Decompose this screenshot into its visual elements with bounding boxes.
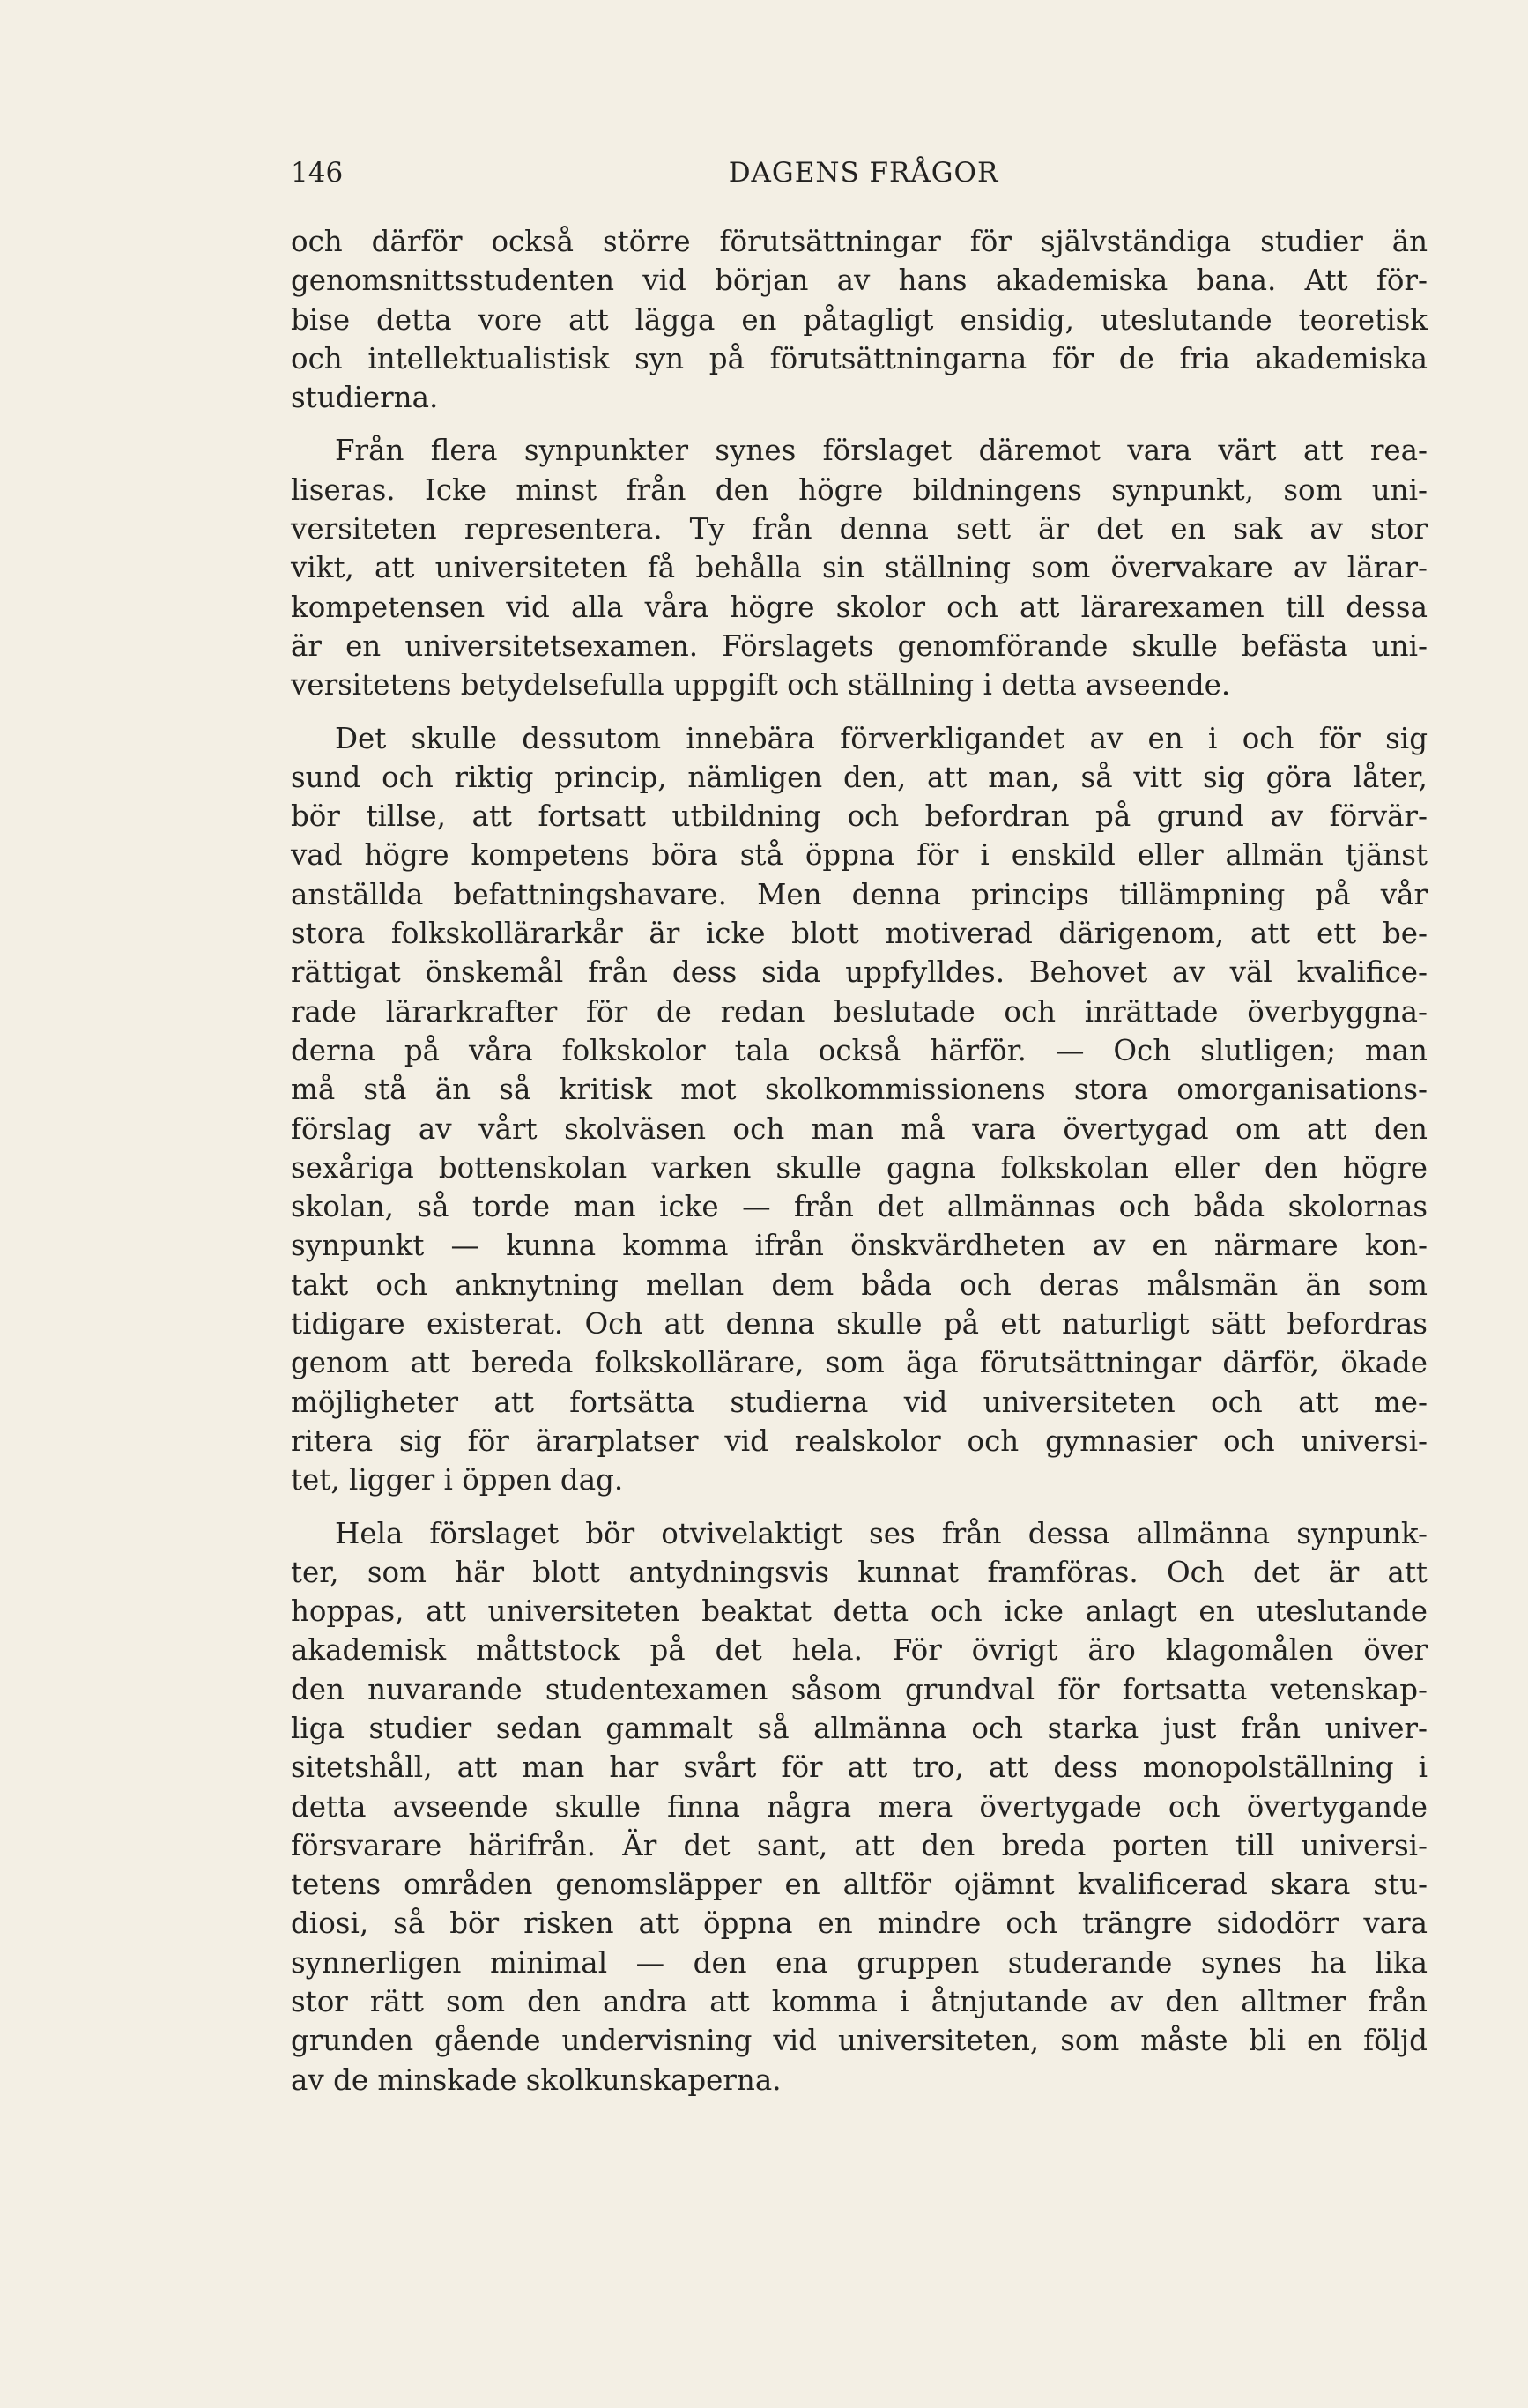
text-line: sitetshåll, att man har svårt för att tro, att dess monopolställning i bbox=[291, 1750, 1428, 1785]
paragraph bbox=[291, 222, 1428, 417]
text-line: rättigat önskemål från dess sida uppfylldes. Behovet av väl kvalifice- bbox=[291, 955, 1428, 990]
text-line: liga studier sedan gammalt så allmänna och starka just från univer- bbox=[291, 1711, 1428, 1745]
text-line: hoppas, att universiteten beaktat detta och icke anlagt en uteslutande bbox=[291, 1594, 1428, 1629]
text-line: Det skulle dessutom innebära förverkligandet av en i och för sig bbox=[335, 721, 1428, 755]
text-line: versiteten representera. Ty från denna sett är det en sak av stor bbox=[291, 512, 1428, 546]
text-line: detta avseende skulle finna några mera övertygade och övertygande bbox=[291, 1789, 1428, 1824]
text-line: ter, som här blott antydningsvis kunnat framföras. Och det är att bbox=[291, 1555, 1428, 1589]
text-line: genomsnittsstudenten vid början av hans akademiska bana. Att för- bbox=[291, 264, 1428, 298]
text-line: försvarare härifrån. Är det sant, att den breda porten till universi- bbox=[291, 1828, 1428, 1862]
text-line: möjligheter att fortsätta studierna vid universiteten och att me- bbox=[291, 1385, 1428, 1419]
paragraph bbox=[291, 719, 1428, 1500]
page-number: 146 bbox=[291, 157, 344, 189]
text-line: derna på våra folkskolor tala också härför. — Och slutligen; man bbox=[291, 1033, 1428, 1067]
text-line: förslag av vårt skolväsen och man må vara övertygad om att den bbox=[291, 1111, 1428, 1146]
text-line: tet, ligger i öppen dag. bbox=[291, 1463, 624, 1498]
text-line: akademisk måttstock på det hela. För övrigt äro klagomålen över bbox=[291, 1633, 1428, 1668]
text-line: liseras. Icke minst från den högre bildningens synpunkt, som uni- bbox=[291, 472, 1428, 507]
text-line: grunden gående undervisning vid universiteten, som måste bli en följd bbox=[291, 2024, 1428, 2058]
text-line: bör tillse, att fortsatt utbildning och befordran på grund av förvär- bbox=[291, 799, 1428, 834]
body-text bbox=[291, 222, 1428, 2114]
text-line: vikt, att universiteten få behålla sin ställning som övervakare av lärar- bbox=[291, 551, 1428, 585]
text-line: versitetens betydelsefulla uppgift och ställning i detta avseende. bbox=[291, 668, 1231, 702]
text-line: synnerligen minimal — den ena gruppen studerande synes ha lika bbox=[291, 1945, 1428, 1980]
text-line: stor rätt som den andra att komma i åtnjutande av den alltmer från bbox=[291, 1985, 1428, 2019]
paragraph bbox=[291, 431, 1428, 704]
text-line: tetens områden genomsläpper en alltför ojämnt kvalificerad skara stu- bbox=[291, 1868, 1428, 1902]
text-line: Hela förslaget bör otvivelaktigt ses från dessa allmänna synpunk- bbox=[335, 1516, 1428, 1550]
text-line: är en universitetsexamen. Förslagets genomförande skulle befästa uni- bbox=[291, 628, 1428, 663]
text-line: sexåriga bottenskolan varken skulle gagna folkskolan eller den högre bbox=[291, 1150, 1428, 1185]
text-line: ritera sig för ärarplatser vid realskolor och gymnasier och universi- bbox=[291, 1423, 1428, 1458]
text-line: sund och riktig princip, nämligen den, att man, så vitt sig göra låter, bbox=[291, 760, 1428, 794]
text-line: stora folkskollärarkår är icke blott motiverad därigenom, att ett be- bbox=[291, 917, 1428, 951]
text-line: diosi, så bör risken att öppna en mindre och trängre sidodörr vara bbox=[291, 1906, 1428, 1941]
text-line: och därför också större förutsättningar för självständiga studier än bbox=[291, 225, 1428, 258]
text-line: och intellektualistisk syn på förutsättningarna för de fria akademiska bbox=[291, 341, 1428, 375]
text-line: av de minskade skolkunskaperna. bbox=[291, 2062, 782, 2097]
text-line: anställda befattningshavare. Men denna princips tillämpning på vår bbox=[291, 877, 1428, 911]
paragraph bbox=[291, 1514, 1428, 2100]
text-line: studierna. bbox=[291, 381, 439, 415]
text-line: synpunkt — kunna komma ifrån önskvärdheten av en närmare kon- bbox=[291, 1229, 1428, 1263]
text-line: genom att bereda folkskollärare, som äga förutsättningar därför, ökade bbox=[291, 1346, 1428, 1380]
text-line: kompetensen vid alla våra högre skolor och att lärarexamen till dessa bbox=[291, 590, 1428, 624]
text-line: vad högre kompetens böra stå öppna för i enskild eller allmän tjänst bbox=[291, 838, 1428, 873]
running-title: DAGENS FRÅGOR bbox=[728, 157, 999, 189]
text-line: tidigare existerat. Och att denna skulle på ett naturligt sätt befordras bbox=[291, 1307, 1428, 1341]
text-line: bise detta vore att lägga en påtagligt ensidig, uteslutande teoretisk bbox=[291, 302, 1428, 337]
text-line: rade lärarkrafter för de redan beslutade och inrättade överbyggna- bbox=[291, 994, 1428, 1029]
text-line: Från flera synpunkter synes förslaget däremot vara värt att rea- bbox=[335, 434, 1428, 468]
text-line: den nuvarande studentexamen såsom grundval för fortsatta vetenskap- bbox=[291, 1672, 1428, 1706]
text-line: må stå än så kritisk mot skolkommissionens stora omorganisations- bbox=[291, 1073, 1428, 1107]
text-line: skolan, så torde man icke — från det allmännas och båda skolornas bbox=[291, 1190, 1428, 1224]
text-line: takt och anknytning mellan dem båda och deras målsmän än som bbox=[291, 1267, 1428, 1302]
page-header bbox=[291, 157, 1436, 201]
